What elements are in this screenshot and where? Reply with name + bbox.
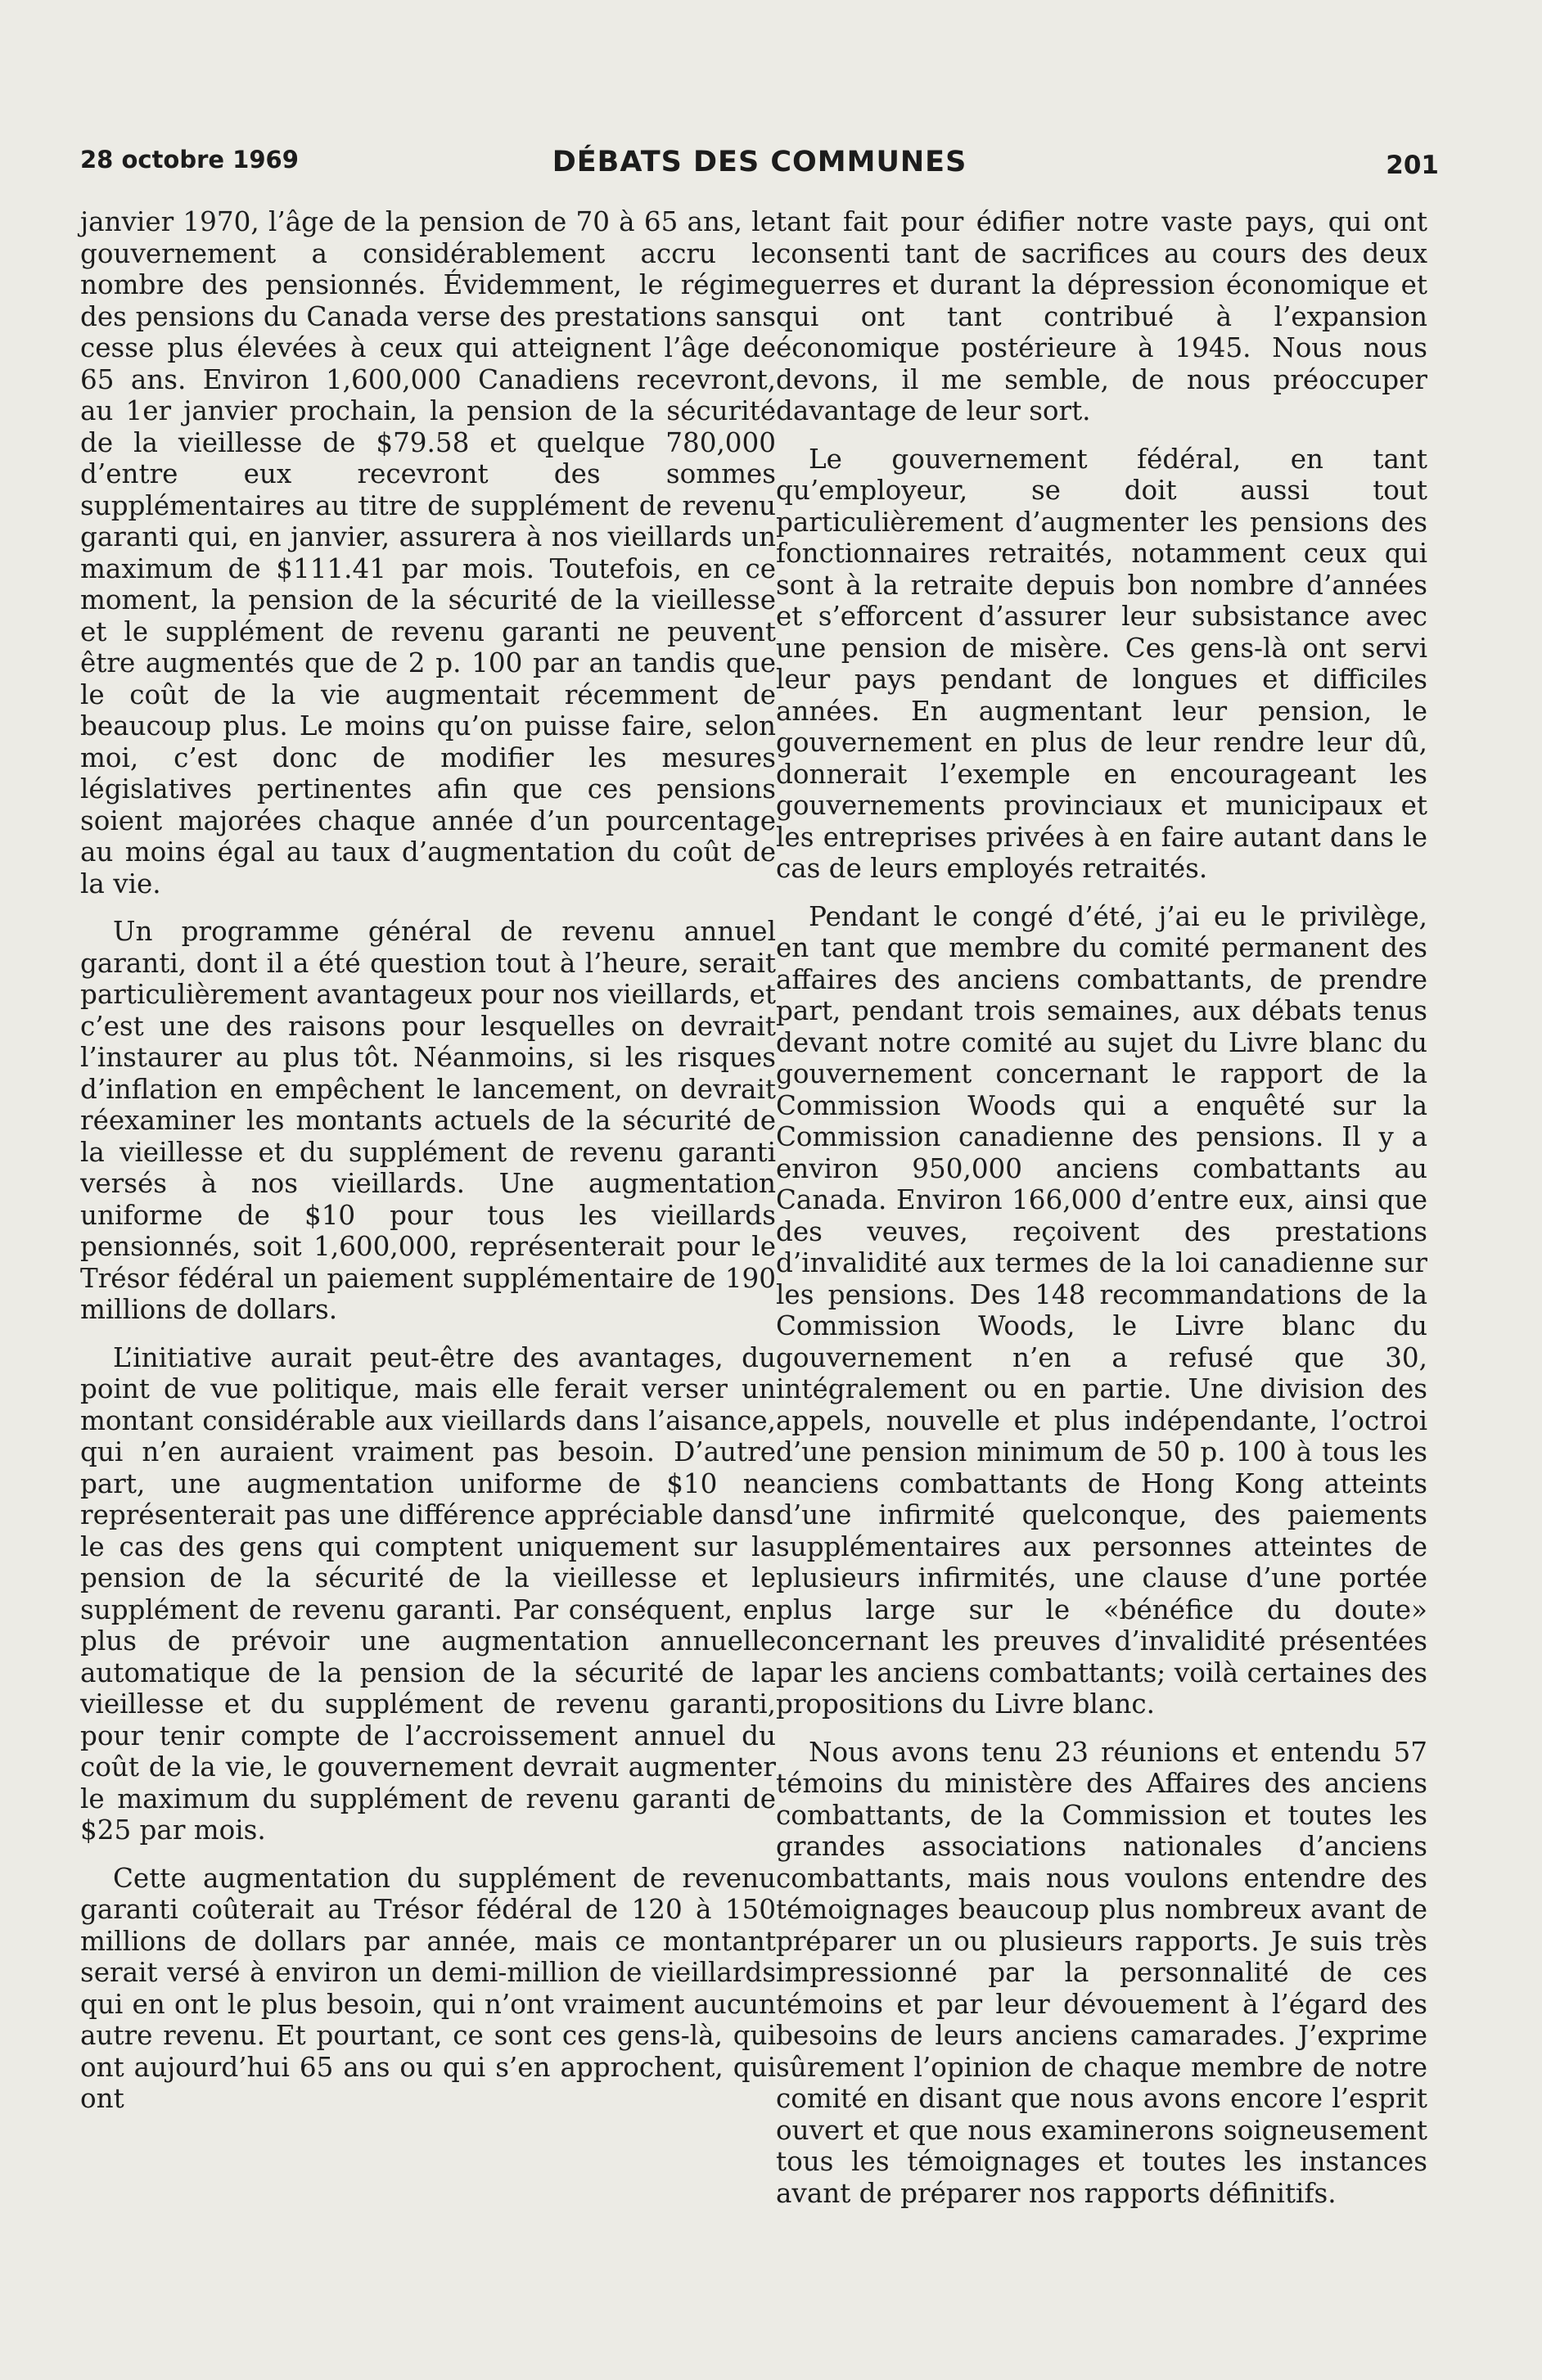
page-header xyxy=(80,146,1439,187)
paragraph: Un programme général de revenu annuel garanti, dont il a été question tout à l’heure, serait particulièrement avantageux pour nos vieillards, et c’est une des raisons pour lesquelles on devrait l’instaurer au plus tôt. Néanmoins, si les risques d’inflation en empêchent le lancement, on devrait réexaminer les montants actuels de la sécurité de la vieillesse et du supplément de revenu garanti versés à nos vieillards. Une augmentation uniforme de $10 pour tous les vieillards pensionnés, soit 1,600,000, représenterait pour le Trésor fédéral un paiement supplémentaire de 190 millions de dollars. xyxy=(80,916,776,1325)
paragraph: Pendant le congé d’été, j’ai eu le privilège, en tant que membre du comité permanent des affaires des anciens combattants, de prendre part, pendant trois semaines, aux débats tenus devant notre comité au sujet du Livre blanc du gouvernement concernant le rapport de la Commission Woods qui a enquêté sur la Commission canadienne des pensions. Il y a environ 950,000 anciens combattants au Canada. Environ 166,000 d’entre eux, ainsi que des veuves, reçoivent des prestations d’invalidité aux termes de la loi canadienne sur les pensions. Des 148 recommandations de la Commission Woods, le Livre blanc du gouvernement n’en a refusé que 30, intégralement ou en partie. Une division des appels, nouvelle et plus indépendante, l’octroi d’une pension minimum de 50 p. 100 à tous les anciens combattants de Hong Kong atteints d’une infirmité quelconque, des paiements supplémentaires aux personnes atteintes de plusieurs infirmités, une clause d’une portée plus large sur le «bénéfice du doute» concernant les preuves d’invalidité présentées par les anciens combattants; voilà certaines des propositions du Livre blanc. xyxy=(776,900,1427,1720)
header-date: 28 octobre 1969 xyxy=(80,146,299,174)
paragraph: Cette augmentation du supplément de revenu garanti coûterait au Trésor fédéral de 120 à 150 millions de dollars par année, mais ce montant serait versé à environ un demi-million de vieillards qui en ont le plus besoin, qui n’ont vraiment aucun autre revenu. Et pourtant, ce sont ces gens-là, qui ont aujourd’hui 65 ans ou qui s’en approchent, qui ont xyxy=(80,1862,776,2114)
header-title: DÉBATS DES COMMUNES xyxy=(552,146,967,178)
right-column xyxy=(776,206,1427,2225)
paragraph: janvier 1970, l’âge de la pension de 70 à 65 ans, le gouvernement a considérablement accru le nombre des pensionnés. Évidemment, le régime des pensions du Canada verse des prestations sans cesse plus élevées à ceux qui atteignent l’âge de 65 ans. Environ 1,600,000 Canadiens recevront, au 1er janvier prochain, la pension de la sécurité de la vieillesse de $79.58 et quelque 780,000 d’entre eux recevront des sommes supplémentaires au titre de supplément de revenu garanti qui, en janvier, assurera à nos vieillards un maximum de $111.41 par mois. Toutefois, en ce moment, la pension de la sécurité de la vieillesse et le supplément de revenu garanti ne peuvent être augmentés que de 2 p. 100 par an tandis que le coût de la vie augmentait récemment de beaucoup plus. Le moins qu’on puisse faire, selon moi, c’est donc de modifier les mesures législatives pertinentes afin que ces pensions soient majorées chaque année d’un pourcentage au moins égal au taux d’augmentation du coût de la vie. xyxy=(80,206,776,899)
paragraph: tant fait pour édifier notre vaste pays, qui ont consenti tant de sacrifices au cours des deux guerres et durant la dépression économique et qui ont tant contribué à l’expansion économique postérieure à 1945. Nous nous devons, il me semble, de nous préoccuper davantage de leur sort. xyxy=(776,206,1427,426)
paragraph: L’initiative aurait peut-être des avantages, du point de vue politique, mais elle ferait verser un montant considérable aux vieillards dans l’aisance, qui n’en auraient vraiment pas besoin. D’autre part, une augmentation uniforme de $10 ne représenterait pas une différence appréciable dans le cas des gens qui comptent uniquement sur la pension de la sécurité de la vieillesse et le supplément de revenu garanti. Par conséquent, en plus de prévoir une augmentation annuelle automatique de la pension de la sécurité de la vieillesse et du supplément de revenu garanti, pour tenir compte de l’accroissement annuel du coût de la vie, le gouvernement devrait augmenter le maximum du supplément de revenu garanti de $25 par mois. xyxy=(80,1341,776,1846)
left-column xyxy=(80,206,776,2131)
page-number: 201 xyxy=(1386,151,1439,180)
paragraph: Nous avons tenu 23 réunions et entendu 57 témoins du ministère des Affaires des anciens combattants, de la Commission et toutes les grandes associations nationales d’anciens combattants, mais nous voulons entendre des témoignages beaucoup plus nombreux avant de préparer un ou plusieurs rapports. Je suis très impressionné par la personnalité de ces témoins et par leur dévouement à l’égard des besoins de leurs anciens camarades. J’exprime sûrement l’opinion de chaque membre de notre comité en disant que nous avons encore l’esprit ouvert et que nous examinerons soigneusement tous les témoignages et toutes les instances avant de préparer nos rapports définitifs. xyxy=(776,1736,1427,2209)
paragraph: Le gouvernement fédéral, en tant qu’employeur, se doit aussi tout particulièrement d’augmenter les pensions des fonctionnaires retraités, notamment ceux qui sont à la retraite depuis bon nombre d’années et s’efforcent d’assurer leur subsistance avec une pension de misère. Ces gens-là ont servi leur pays pendant de longues et difficiles années. En augmentant leur pension, le gouvernement en plus de leur rendre leur dû, donnerait l’exemple en encourageant les gouvernements provinciaux et municipaux et les entreprises privées à en faire autant dans le cas de leurs employés retraités. xyxy=(776,443,1427,884)
